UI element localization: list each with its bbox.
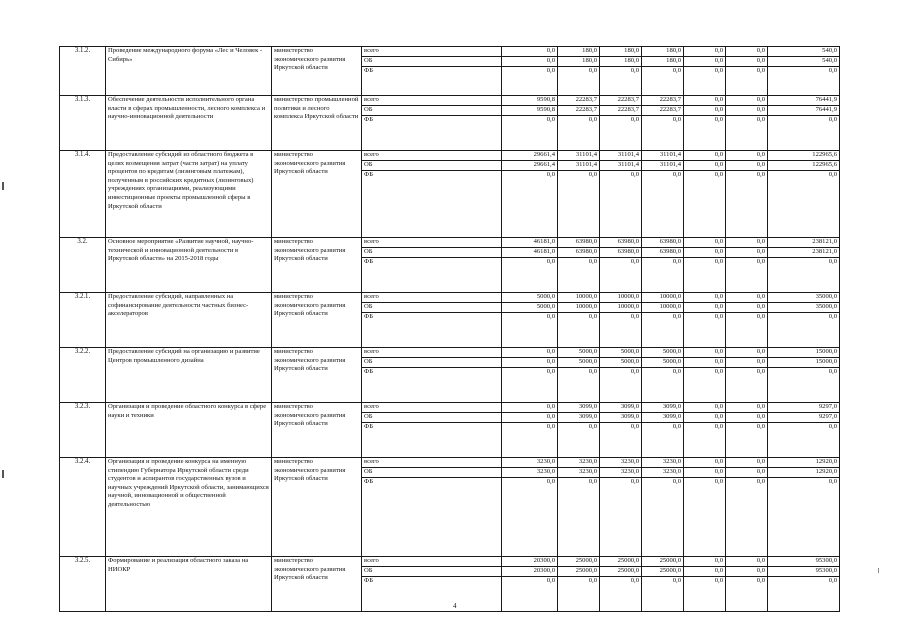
table-row xyxy=(60,96,840,106)
value-cell: 0,0 xyxy=(768,577,840,612)
value-cell: 0,0 xyxy=(726,557,768,567)
value-cell: 0,0 xyxy=(726,293,768,303)
item-executor: министерство экономического развития Иркутской области xyxy=(272,458,362,557)
value-cell: 31101,4 xyxy=(558,151,600,161)
value-cell: 0,0 xyxy=(726,567,768,577)
value-cell: 0,0 xyxy=(684,171,726,238)
value-cell: 0,0 xyxy=(684,248,726,258)
value-cell: 0,0 xyxy=(726,368,768,403)
item-code: 3.2.5. xyxy=(60,557,106,612)
value-cell: 5000,0 xyxy=(502,293,558,303)
value-cell: 0,0 xyxy=(684,478,726,557)
value-cell: 0,0 xyxy=(726,67,768,96)
value-cell: 3099,0 xyxy=(600,403,642,413)
value-cell: 63980,0 xyxy=(600,238,642,248)
value-cell: 63980,0 xyxy=(558,248,600,258)
value-cell: 9590,8 xyxy=(502,96,558,106)
value-cell: 180,0 xyxy=(558,57,600,67)
value-cell: 25000,0 xyxy=(600,567,642,577)
value-cell: 25000,0 xyxy=(642,567,684,577)
value-cell: 29661,4 xyxy=(502,151,558,161)
value-cell: 0,0 xyxy=(502,478,558,557)
value-cell: 122965,6 xyxy=(768,151,840,161)
value-cell: 0,0 xyxy=(726,478,768,557)
value-cell: 0,0 xyxy=(642,368,684,403)
value-cell: 0,0 xyxy=(558,313,600,348)
value-cell: 46181,0 xyxy=(502,248,558,258)
value-cell: 0,0 xyxy=(600,423,642,458)
value-cell: 0,0 xyxy=(726,423,768,458)
item-code: 3.2.3. xyxy=(60,403,106,458)
funding-source: всего xyxy=(362,238,502,248)
item-name: Предоставление субсидий на организацию и развитие Центров промышленного дизайна xyxy=(106,348,272,403)
value-cell: 0,0 xyxy=(684,567,726,577)
value-cell: 0,0 xyxy=(502,47,558,57)
item-code: 3.1.2. xyxy=(60,47,106,96)
value-cell: 5000,0 xyxy=(600,358,642,368)
value-cell: 0,0 xyxy=(684,348,726,358)
value-cell: 0,0 xyxy=(684,67,726,96)
funding-source: ФБ xyxy=(362,116,502,151)
value-cell: 0,0 xyxy=(502,348,558,358)
funding-source: всего xyxy=(362,151,502,161)
item-code: 3.2.1. xyxy=(60,293,106,348)
value-cell: 0,0 xyxy=(684,313,726,348)
item-name: Основное мероприятие «Развитие научной, научно-технической и инновационной деятельности в Иркутской области» на 2015-2018 годы xyxy=(106,238,272,293)
value-cell: 22283,7 xyxy=(600,106,642,116)
value-cell: 35000,0 xyxy=(768,293,840,303)
value-cell: 22283,7 xyxy=(558,96,600,106)
value-cell: 0,0 xyxy=(726,358,768,368)
value-cell: 10000,0 xyxy=(558,293,600,303)
value-cell: 25000,0 xyxy=(642,557,684,567)
value-cell: 3230,0 xyxy=(502,458,558,468)
value-cell: 0,0 xyxy=(684,368,726,403)
funding-source: ФБ xyxy=(362,171,502,238)
table-row xyxy=(60,238,840,248)
value-cell: 0,0 xyxy=(642,313,684,348)
value-cell: 0,0 xyxy=(642,258,684,293)
value-cell: 0,0 xyxy=(502,67,558,96)
table-body xyxy=(60,47,840,612)
value-cell: 76441,9 xyxy=(768,96,840,106)
item-executor: министерство экономического развития Иркутской области xyxy=(272,151,362,238)
value-cell: 3099,0 xyxy=(558,403,600,413)
item-executor: министерство экономического развития Иркутской области xyxy=(272,557,362,612)
value-cell: 5000,0 xyxy=(558,358,600,368)
value-cell: 0,0 xyxy=(502,358,558,368)
value-cell: 10000,0 xyxy=(558,303,600,313)
funding-source: всего xyxy=(362,458,502,468)
funding-source: ФБ xyxy=(362,423,502,458)
value-cell: 0,0 xyxy=(768,313,840,348)
value-cell: 0,0 xyxy=(600,577,642,612)
value-cell: 35000,0 xyxy=(768,303,840,313)
value-cell: 0,0 xyxy=(726,577,768,612)
value-cell: 3230,0 xyxy=(642,468,684,478)
table-row xyxy=(60,293,840,303)
value-cell: 0,0 xyxy=(600,258,642,293)
value-cell: 0,0 xyxy=(684,413,726,423)
value-cell: 0,0 xyxy=(684,161,726,171)
value-cell: 0,0 xyxy=(768,478,840,557)
financing-table xyxy=(59,46,840,612)
value-cell: 0,0 xyxy=(768,116,840,151)
value-cell: 0,0 xyxy=(684,557,726,567)
funding-source: всего xyxy=(362,293,502,303)
value-cell: 0,0 xyxy=(726,57,768,67)
value-cell: 0,0 xyxy=(726,116,768,151)
funding-source: ФБ xyxy=(362,368,502,403)
item-name: Формирование и реализация областного заказа на НИОКР xyxy=(106,557,272,612)
value-cell: 5000,0 xyxy=(642,358,684,368)
funding-source: ОБ xyxy=(362,106,502,116)
value-cell: 95300,0 xyxy=(768,567,840,577)
value-cell: 3099,0 xyxy=(642,403,684,413)
value-cell: 0,0 xyxy=(726,258,768,293)
value-cell: 0,0 xyxy=(684,293,726,303)
value-cell: 0,0 xyxy=(684,96,726,106)
funding-source: ФБ xyxy=(362,577,502,612)
value-cell: 31101,4 xyxy=(558,161,600,171)
value-cell: 0,0 xyxy=(558,577,600,612)
value-cell: 180,0 xyxy=(642,47,684,57)
value-cell: 3230,0 xyxy=(502,468,558,478)
value-cell: 0,0 xyxy=(684,458,726,468)
value-cell: 0,0 xyxy=(502,413,558,423)
value-cell: 0,0 xyxy=(642,116,684,151)
value-cell: 0,0 xyxy=(768,67,840,96)
value-cell: 3230,0 xyxy=(642,458,684,468)
value-cell: 3099,0 xyxy=(558,413,600,423)
value-cell: 0,0 xyxy=(558,368,600,403)
value-cell: 0,0 xyxy=(558,116,600,151)
item-code: 3.1.4. xyxy=(60,151,106,238)
value-cell: 0,0 xyxy=(684,468,726,478)
value-cell: 238121,0 xyxy=(768,238,840,248)
value-cell: 25000,0 xyxy=(600,557,642,567)
value-cell: 238121,0 xyxy=(768,248,840,258)
value-cell: 180,0 xyxy=(600,47,642,57)
value-cell: 15000,0 xyxy=(768,358,840,368)
item-executor: министерство экономического развития Иркутской области xyxy=(272,47,362,96)
value-cell: 180,0 xyxy=(642,57,684,67)
value-cell: 0,0 xyxy=(726,238,768,248)
item-executor: министерство экономического развития Иркутской области xyxy=(272,238,362,293)
table-row xyxy=(60,557,840,567)
table-row xyxy=(60,458,840,468)
value-cell: 0,0 xyxy=(726,303,768,313)
value-cell: 63980,0 xyxy=(642,238,684,248)
value-cell: 0,0 xyxy=(642,171,684,238)
page-number: 4 xyxy=(453,602,457,610)
value-cell: 22283,7 xyxy=(642,106,684,116)
value-cell: 5000,0 xyxy=(642,348,684,358)
funding-source: всего xyxy=(362,348,502,358)
value-cell: 0,0 xyxy=(684,106,726,116)
value-cell: 0,0 xyxy=(768,258,840,293)
value-cell: 31101,4 xyxy=(642,151,684,161)
value-cell: 9297,0 xyxy=(768,413,840,423)
table-row xyxy=(60,151,840,161)
item-name: Обеспечение деятельности исполнительного органа власти в сферах промышленности, лесного комплекса и научно-инновационной деятельности xyxy=(106,96,272,151)
value-cell: 3099,0 xyxy=(600,413,642,423)
value-cell: 180,0 xyxy=(558,47,600,57)
value-cell: 0,0 xyxy=(600,171,642,238)
funding-source: ОБ xyxy=(362,161,502,171)
item-code: 3.2.2. xyxy=(60,348,106,403)
item-name: Организация и проведение областного конкурса в сфере науки и техники xyxy=(106,403,272,458)
value-cell: 180,0 xyxy=(600,57,642,67)
value-cell: 0,0 xyxy=(600,67,642,96)
funding-source: ФБ xyxy=(362,258,502,293)
value-cell: 0,0 xyxy=(642,423,684,458)
value-cell: 0,0 xyxy=(768,368,840,403)
value-cell: 10000,0 xyxy=(642,293,684,303)
funding-source: ОБ xyxy=(362,248,502,258)
value-cell: 0,0 xyxy=(502,116,558,151)
value-cell: 63980,0 xyxy=(642,248,684,258)
value-cell: 3230,0 xyxy=(558,468,600,478)
value-cell: 15000,0 xyxy=(768,348,840,358)
value-cell: 0,0 xyxy=(726,348,768,358)
value-cell: 0,0 xyxy=(502,258,558,293)
item-code: 3.1.3. xyxy=(60,96,106,151)
funding-source: всего xyxy=(362,96,502,106)
funding-source: ОБ xyxy=(362,358,502,368)
value-cell: 540,0 xyxy=(768,47,840,57)
value-cell: 540,0 xyxy=(768,57,840,67)
value-cell: 0,0 xyxy=(558,171,600,238)
value-cell: 3230,0 xyxy=(600,468,642,478)
funding-source: ОБ xyxy=(362,57,502,67)
value-cell: 5000,0 xyxy=(600,348,642,358)
funding-source: всего xyxy=(362,557,502,567)
table-row xyxy=(60,348,840,358)
value-cell: 0,0 xyxy=(642,478,684,557)
value-cell: 0,0 xyxy=(684,116,726,151)
item-executor: министерство промышленной политики и лесного комплекса Иркутской области xyxy=(272,96,362,151)
value-cell: 0,0 xyxy=(684,358,726,368)
value-cell: 0,0 xyxy=(502,423,558,458)
value-cell: 63980,0 xyxy=(558,238,600,248)
value-cell: 0,0 xyxy=(558,478,600,557)
value-cell: 12920,0 xyxy=(768,468,840,478)
value-cell: 22283,7 xyxy=(558,106,600,116)
value-cell: 63980,0 xyxy=(600,248,642,258)
value-cell: 0,0 xyxy=(502,577,558,612)
value-cell: 3230,0 xyxy=(600,458,642,468)
funding-source: ОБ xyxy=(362,567,502,577)
value-cell: 0,0 xyxy=(726,47,768,57)
value-cell: 46181,0 xyxy=(502,238,558,248)
item-name: Предоставление субсидий из областного бюджета в целях возмещения затрат (части затрат) на уплату процентов по кредитам (лизинговым платежам), полученным в российских кредитных (лизинговых) учреждениях организациями, реализующими инвестиционные проекты промышленной сферы в Иркутской области xyxy=(106,151,272,238)
value-cell: 0,0 xyxy=(600,313,642,348)
item-name: Проведение международного форума «Лес и Человек - Сибирь» xyxy=(106,47,272,96)
value-cell: 29661,4 xyxy=(502,161,558,171)
value-cell: 0,0 xyxy=(726,248,768,258)
value-cell: 31101,4 xyxy=(600,161,642,171)
value-cell: 0,0 xyxy=(726,96,768,106)
value-cell: 25000,0 xyxy=(558,567,600,577)
item-executor: министерство экономического развития Иркутской области xyxy=(272,293,362,348)
value-cell: 10000,0 xyxy=(600,303,642,313)
value-cell: 3099,0 xyxy=(642,413,684,423)
value-cell: 0,0 xyxy=(642,67,684,96)
table-row xyxy=(60,403,840,413)
value-cell: 0,0 xyxy=(726,171,768,238)
value-cell: 0,0 xyxy=(502,368,558,403)
value-cell: 9590,8 xyxy=(502,106,558,116)
value-cell: 22283,7 xyxy=(642,96,684,106)
item-code: 3.2. xyxy=(60,238,106,293)
value-cell: 0,0 xyxy=(726,413,768,423)
value-cell: 0,0 xyxy=(768,423,840,458)
value-cell: 0,0 xyxy=(726,468,768,478)
item-name: Предоставление субсидий, направленных на софинансирование деятельности частных бизнес-акселераторов xyxy=(106,293,272,348)
value-cell: 0,0 xyxy=(600,368,642,403)
value-cell: 10000,0 xyxy=(600,293,642,303)
value-cell: 0,0 xyxy=(600,116,642,151)
item-executor: министерство экономического развития Иркутской области xyxy=(272,403,362,458)
value-cell: 0,0 xyxy=(502,403,558,413)
value-cell: 20300,0 xyxy=(502,557,558,567)
value-cell: 22283,7 xyxy=(600,96,642,106)
value-cell: 0,0 xyxy=(684,151,726,161)
value-cell: 10000,0 xyxy=(642,303,684,313)
value-cell: 0,0 xyxy=(642,577,684,612)
scan-edge-mark xyxy=(2,470,4,478)
item-name: Организация и проведение конкурса на именную стипендию Губернатора Иркутской области среди студентов и аспирантов государственных вузов и научных учреждений Иркутской области, занимающихся научной, инновационной и общественной деятельностью xyxy=(106,458,272,557)
value-cell: 0,0 xyxy=(726,106,768,116)
funding-source: ОБ xyxy=(362,303,502,313)
item-code: 3.2.4. xyxy=(60,458,106,557)
value-cell: 0,0 xyxy=(502,313,558,348)
value-cell: 0,0 xyxy=(684,403,726,413)
value-cell: 0,0 xyxy=(684,238,726,248)
scan-edge-mark xyxy=(2,182,4,190)
value-cell: 25000,0 xyxy=(558,557,600,567)
value-cell: 0,0 xyxy=(558,67,600,96)
value-cell: 0,0 xyxy=(684,258,726,293)
value-cell: 31101,4 xyxy=(600,151,642,161)
value-cell: 20300,0 xyxy=(502,567,558,577)
value-cell: 0,0 xyxy=(600,478,642,557)
value-cell: 0,0 xyxy=(558,258,600,293)
value-cell: 0,0 xyxy=(768,171,840,238)
value-cell: 5000,0 xyxy=(558,348,600,358)
value-cell: 0,0 xyxy=(726,161,768,171)
funding-source: ОБ xyxy=(362,413,502,423)
funding-source: всего xyxy=(362,403,502,413)
value-cell: 0,0 xyxy=(684,57,726,67)
value-cell: 12920,0 xyxy=(768,458,840,468)
funding-source: ФБ xyxy=(362,67,502,96)
item-executor: министерство экономического развития Иркутской области xyxy=(272,348,362,403)
funding-source: ОБ xyxy=(362,468,502,478)
funding-source: ФБ xyxy=(362,478,502,557)
value-cell: 0,0 xyxy=(502,57,558,67)
value-cell: 0,0 xyxy=(726,403,768,413)
value-cell: 9297,0 xyxy=(768,403,840,413)
value-cell: 5000,0 xyxy=(502,303,558,313)
value-cell: 3230,0 xyxy=(558,458,600,468)
value-cell: 0,0 xyxy=(684,423,726,458)
value-cell: 0,0 xyxy=(726,151,768,161)
funding-source: ФБ xyxy=(362,313,502,348)
value-cell: 0,0 xyxy=(558,423,600,458)
value-cell: 0,0 xyxy=(684,577,726,612)
value-cell: 95300,0 xyxy=(768,557,840,567)
value-cell: 0,0 xyxy=(684,303,726,313)
value-cell: 31101,4 xyxy=(642,161,684,171)
value-cell: 76441,9 xyxy=(768,106,840,116)
value-cell: 0,0 xyxy=(502,171,558,238)
value-cell: 122965,6 xyxy=(768,161,840,171)
value-cell: 0,0 xyxy=(726,458,768,468)
funding-source: всего xyxy=(362,47,502,57)
value-cell: 0,0 xyxy=(726,313,768,348)
table-row xyxy=(60,47,840,57)
scan-edge-mark xyxy=(878,568,879,573)
value-cell: 0,0 xyxy=(684,47,726,57)
